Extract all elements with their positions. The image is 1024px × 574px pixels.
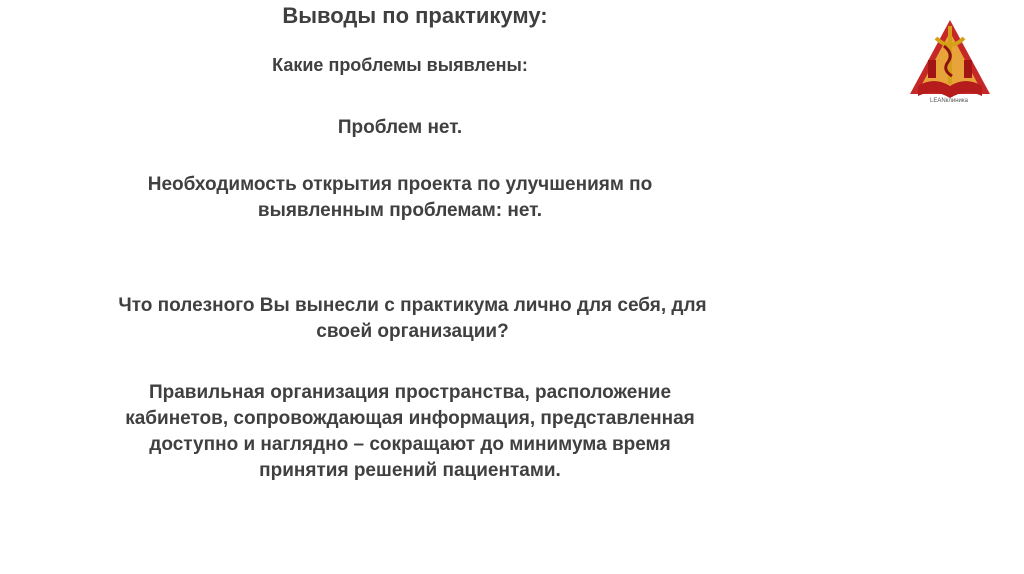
emblem-figure-right [964, 60, 972, 78]
answer-benefits-line-2: кабинетов, сопровождающая информация, представленная [125, 408, 695, 429]
answer-benefits-line-4: принятия решений пациентами. [259, 460, 561, 481]
emblem-figure-left [928, 60, 936, 78]
answer-benefits-line-3: доступно и наглядно – сокращают до минимума время [149, 434, 671, 455]
necessity-line-1: Необходимость открытия проекта по улучшениям по [147, 174, 653, 195]
question-benefits-line-2: своей организации? [316, 321, 509, 342]
answer-problems-text: Проблем нет. [337, 117, 463, 138]
answer-problems [200, 115, 600, 141]
necessity-statement [55, 172, 745, 224]
necessity-line-2: выявленным проблемам: нет. [257, 200, 543, 221]
question-benefits-line-1: Что полезного Вы вынесли с практикума лично для себя, для [118, 295, 707, 316]
logo-caption: LEANклиника [930, 98, 968, 104]
question-problems: Какие проблемы выявлены: [272, 55, 528, 75]
question-benefits [15, 293, 810, 345]
answer-benefits-line-1: Правильная организация пространства, расположение [148, 382, 672, 403]
slide-title: Выводы по практикуму: [282, 3, 548, 28]
answer-benefits [30, 380, 790, 484]
